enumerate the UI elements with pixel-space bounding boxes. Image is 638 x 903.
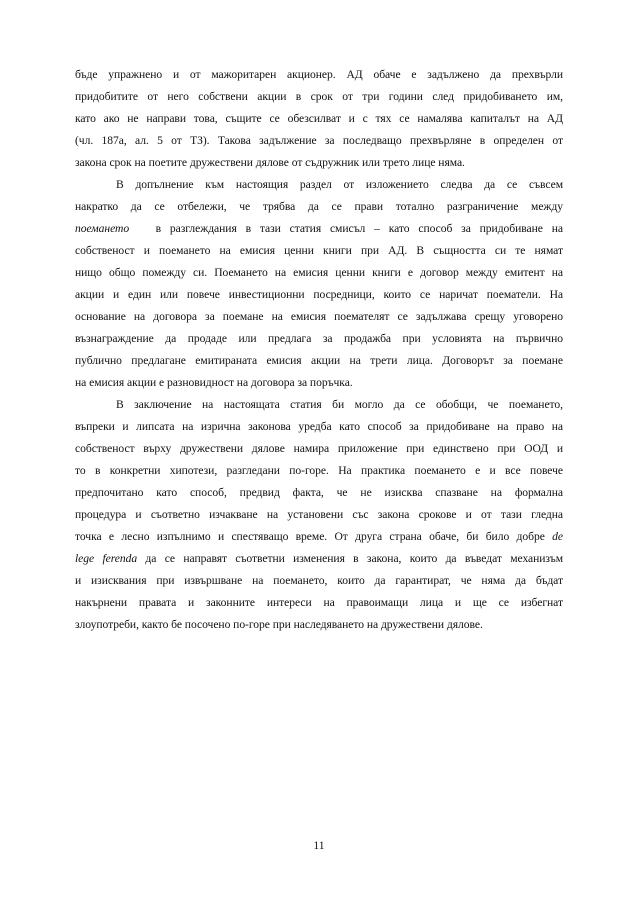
text-line: процедура и съответно изчакване на установени със закона срокове и от тази гледна [75, 508, 563, 521]
text-line: собственост и поемането на емисия ценни книги при АД. В същността си те нямат [75, 244, 563, 257]
text-line: бъде упражнено и от мажоритарен акционер. АД обаче е задължено да прехвърли [75, 68, 563, 81]
text-line: въпреки и липсата на изрична законова уредба като способ за придобиване на право на [75, 420, 563, 433]
text-line [75, 548, 563, 570]
italic-term: поемането [75, 222, 130, 235]
text-line [75, 218, 563, 240]
text-line: закона срок на поетите дружествени дялове от съдружник или трето лице няма. [75, 156, 465, 169]
text-line [75, 526, 563, 548]
text-line: собственост върху дружествени дялове намира приложение при единствено при ООД и [75, 442, 563, 455]
paragraph-first-line: В допълнение към настоящия раздел от изложението следва да се съвсем [116, 178, 563, 191]
text-line-rest: в разглеждания в тази статия смисъл – като способ за придобиване на [155, 222, 563, 235]
text-line: накратко да се отбележи, че трябва да се прави тотално разграничение между [75, 200, 563, 213]
text-line-rest: да се направят съответни изменения в закона, които да въведат механизъм [145, 552, 563, 565]
italic-term: de [552, 530, 563, 543]
text-line: на емисия акции е разновидност на договора за поръчка. [75, 376, 353, 389]
text-line: нищо общо помежду си. Поемането на емисия ценни книги е договор между емитент на [75, 266, 563, 279]
text-line: придобитите от него собствени акции в срок от три години след придобиването им, [75, 90, 563, 103]
text-line: то в конкретни хипотези, разгледани по-горе. На практика поемането е и все повече [75, 464, 563, 477]
text-line: основание на договора за поемане на емисия поемателят се задължава срещу уговорено [75, 310, 563, 323]
page-number: 11 [313, 839, 325, 852]
text-line: предпочитано като способ, предвид факта, че не изисква спазване на формална [75, 486, 563, 499]
text-line: накърнени правата и законните интереси на правоимащи лица и ще се избегнат [75, 596, 563, 609]
text-line-main: точка е лесно изпълнимо и спестяващо време. От друга страна обаче, би било добре [75, 530, 545, 543]
italic-term: lege ferenda [75, 552, 138, 565]
document-body [75, 64, 563, 636]
text-line: (чл. 187а, ал. 5 от ТЗ). Такова задължение за последващо прехвърляне в определен от [75, 134, 563, 147]
text-line: злоупотреби, както бе посочено по-горе при наследяването на дружествени дялове. [75, 618, 483, 631]
paragraph-first-line: В заключение на настоящата статия би могло да се обобщи, че поемането, [116, 398, 563, 411]
text-line: възнаграждение да продаде или предлага за продажба при условията на първично [75, 332, 563, 345]
text-line: и изисквания при извършване на поемането, които да гарантират, че няма да бъдат [75, 574, 563, 587]
text-line: като ако не направи това, същите се обезсилват и с тях се намалява капиталът на АД [75, 112, 563, 125]
text-line: публично предлагане емитираната емисия акции на трети лица. Договорът за поемане [75, 354, 563, 367]
text-line: акции и един или повече инвестиционни посредници, които се наричат поематели. На [75, 288, 563, 301]
